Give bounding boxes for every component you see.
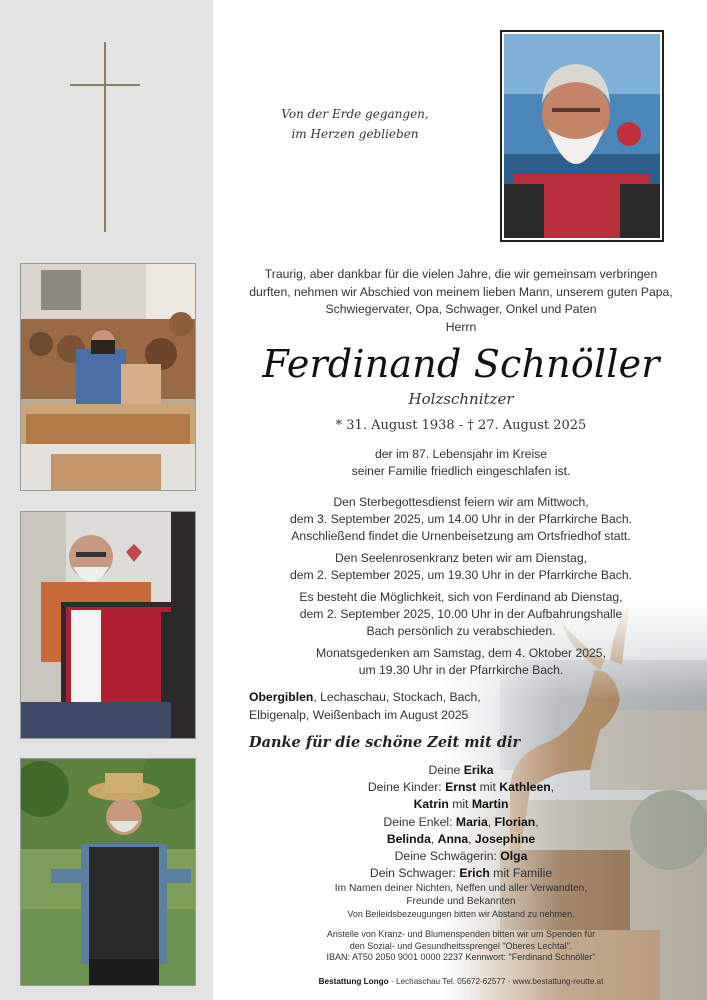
memorial-line: um 19.30 Uhr in der Pfarrkirche Bach. <box>358 663 564 678</box>
family-line-grandchildren <box>226 814 696 831</box>
family-suffix: mit Familie <box>489 866 553 881</box>
passing-text <box>226 446 696 480</box>
family-others: Im Namen deiner Nichten, Neffen und aller Verwandten, <box>334 883 588 895</box>
family-sep: , <box>550 780 555 795</box>
family-name: Florian <box>494 814 536 829</box>
family-prefix: Deine Enkel: <box>383 814 456 829</box>
motto-line: im Herzen geblieben <box>291 127 419 141</box>
family-name: Maria <box>455 814 488 829</box>
family-name: Kathleen <box>499 780 551 795</box>
cross-icon <box>104 42 106 232</box>
rosary-text <box>226 550 696 584</box>
deceased-profession: Holzschnitzer <box>408 390 514 408</box>
passing-line: der im 87. Lebensjahr im Kreise <box>374 447 548 461</box>
family-others: Freunde und Bekannten <box>406 896 516 908</box>
family-name: Martin <box>471 797 509 812</box>
funeral-home-name: Bestattung Longo <box>318 977 389 986</box>
funeral-home-footer <box>226 977 696 986</box>
farewell-line: Es besteht die Möglichkeit, sich von Ferdinand ab Dienstag, <box>299 590 623 604</box>
memorial-text <box>226 645 696 679</box>
family-list <box>226 762 696 908</box>
life-dates: * 31. August 1938 - † 27. August 2025 <box>335 418 587 433</box>
family-line-wife <box>226 762 696 779</box>
portrait-photo <box>504 34 660 238</box>
rosary-line: Den Seelenrosenkranz beten wir am Dienstag, <box>334 551 587 565</box>
family-prefix: Deine Kinder: <box>367 780 446 795</box>
farewell-line: dem 2. September 2025, 10.00 Uhr in der Aufbahrungshalle <box>299 607 623 622</box>
family-name: Ernst <box>445 780 477 795</box>
passing-line: seiner Familie friedlich eingeschlafen ist. <box>351 464 571 479</box>
family-name: Anna <box>437 831 469 846</box>
family-line-children2 <box>226 796 696 813</box>
places-date <box>249 689 509 724</box>
intro-line: Traurig, aber dankbar für die vielen Jahre, die wir gemeinsam verbringen <box>264 267 658 281</box>
places-line: Elbigenalp, Weißenbach im August 2025 <box>249 707 469 722</box>
cross-icon-bar <box>70 84 140 86</box>
rosary-line: dem 2. September 2025, um 19.30 Uhr in der Pfarrkirche Bach. <box>289 568 633 583</box>
family-line-children <box>226 779 696 796</box>
family-name: Katrin <box>413 797 449 812</box>
farewell-line: Bach persönlich zu verabschieden. <box>366 624 556 639</box>
deceased-name: Ferdinand Schnöller <box>262 342 660 386</box>
intro-line: Schwiegervater, Opa, Schwager, Onkel und Paten <box>325 302 597 316</box>
donation-line: den Sozial- und Gesundheitssprengel "Oberes Lechtal". <box>349 940 573 951</box>
intro-line: Herrn <box>445 319 477 334</box>
funeral-line: Anschließend findet die Urnenbeisetzung am Ortsfriedhof statt. <box>291 529 631 544</box>
family-name: Belinda <box>386 831 431 846</box>
funeral-line: dem 3. September 2025, um 14.00 Uhr in der Pfarrkirche Bach. <box>289 512 633 527</box>
motto-line: Von der Erde gegangen, <box>281 107 429 121</box>
family-name: Josephine <box>474 831 536 846</box>
portrait-photo-frame <box>500 30 664 242</box>
intro-text <box>226 266 696 336</box>
places-rest: , Lechaschau, Stockach, Bach, <box>313 690 481 704</box>
funeral-line: Den Sterbegottesdienst feiern wir am Mittwoch, <box>333 495 589 509</box>
funeral-home-contact: · Lechaschau Tel. 05672-62577 · www.bestattung-reutte.at <box>388 977 604 986</box>
family-name: Erich <box>459 866 490 881</box>
thanks-heading: Danke für die schöne Zeit mit dir <box>249 734 521 751</box>
family-prefix: Dein Schwager: <box>369 866 460 881</box>
photo-woodcarving-workshop <box>20 263 196 491</box>
donation-line: Anstelle von Kranz- und Blumenspenden bitten wir um Spenden für <box>326 929 596 939</box>
family-conj: mit <box>448 797 472 812</box>
family-line-brother-in-law <box>226 865 696 882</box>
family-line-sister-in-law <box>226 848 696 865</box>
family-name: Erika <box>463 763 494 777</box>
family-prefix: Deine <box>428 763 464 777</box>
family-sep: , <box>468 831 475 846</box>
places-line <box>249 689 509 707</box>
intro-line: durften, nehmen wir Abschied von meinem lieben Mann, unserem guten Papa, <box>249 284 673 299</box>
photo-man-with-hat <box>20 758 196 986</box>
place-first: Obergiblen <box>249 690 314 704</box>
photo-accordion-player <box>20 511 196 739</box>
motto <box>265 104 445 144</box>
family-conj: mit <box>476 780 500 795</box>
donation-line: IBAN: AT50 2050 9001 0000 2237 Kennwort: "Ferdinand Schnöller" <box>326 952 596 962</box>
memorial-line: Monatsgedenken am Samstag, dem 4. Oktober 2025, <box>316 646 606 660</box>
family-sep: , <box>430 831 438 846</box>
family-name: Olga <box>500 849 528 864</box>
family-sep: , <box>535 814 539 829</box>
family-line-grandchildren2 <box>226 831 696 848</box>
condolence-note: Von Beileidsbezeugungen bitten wir Abstand zu nehmen. <box>347 909 575 919</box>
donation-note <box>226 929 696 964</box>
family-sep: , <box>487 814 495 829</box>
funeral-text <box>226 494 696 546</box>
farewell-text <box>226 589 696 641</box>
family-prefix: Deine Schwägerin: <box>394 849 501 864</box>
